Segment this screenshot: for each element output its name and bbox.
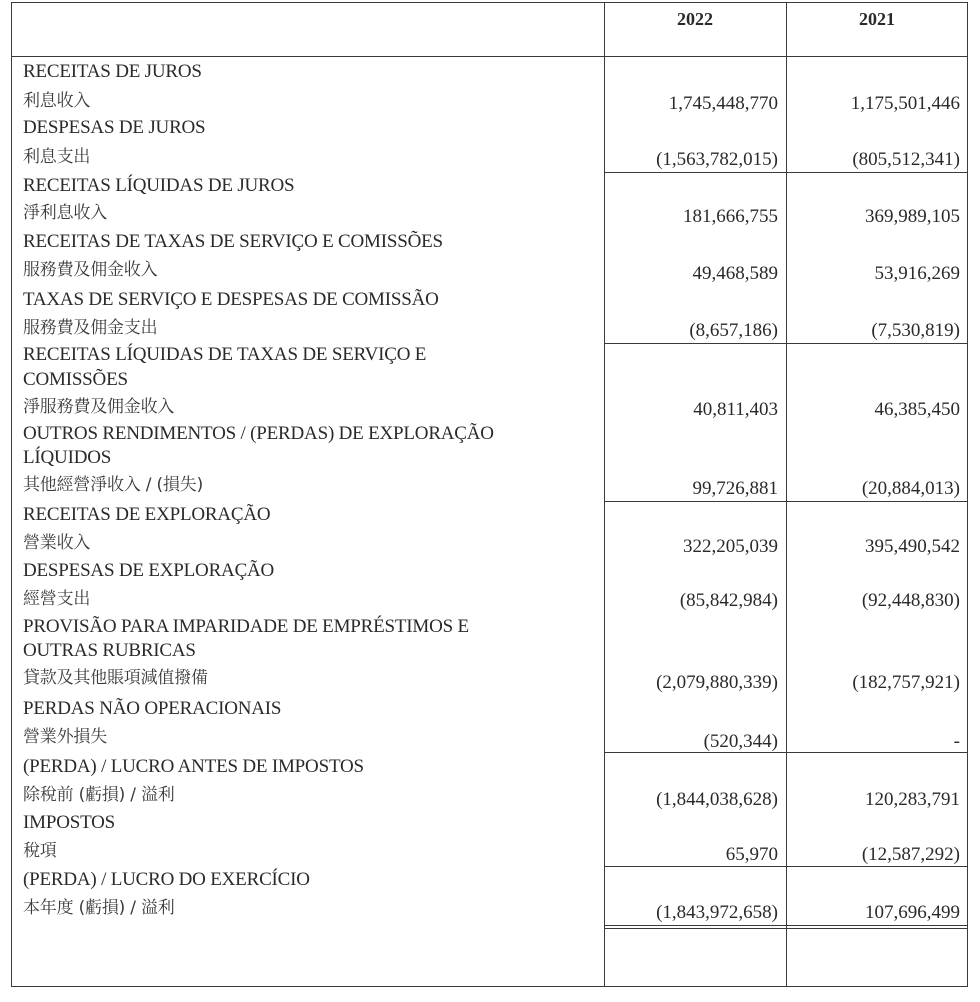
row-label-pt: RECEITAS LÍQUIDAS DE JUROS	[23, 175, 295, 196]
row-label-zh: 除稅前 (虧損) / 溢利	[23, 785, 175, 805]
row-label-pt: IMPOSTOS	[23, 812, 116, 833]
row-label-pt: RECEITAS LÍQUIDAS DE TAXAS DE SERVIÇO E	[23, 344, 427, 365]
row-label-zh: 利息收入	[23, 91, 91, 111]
header-year-2021: 2021	[859, 9, 895, 29]
row-label-pt: PROVISÃO PARA IMPARIDADE DE EMPRÉSTIMOS E	[23, 616, 469, 637]
row-label-pt-continued: COMISSÕES	[23, 369, 128, 390]
row-value-2021: 46,385,450	[874, 399, 960, 420]
row-value-2021: (805,512,341)	[852, 149, 960, 170]
row-label-pt: RECEITAS DE EXPLORAÇÃO	[23, 504, 271, 525]
subtotal-rule	[604, 343, 968, 344]
row-label-zh: 淨服務費及佣金收入	[23, 397, 175, 417]
row-label-pt: RECEITAS DE JUROS	[23, 61, 202, 82]
row-label-zh: 稅項	[23, 841, 57, 861]
row-label-pt: (PERDA) / LUCRO DO EXERCÍCIO	[23, 869, 310, 890]
row-label-zh: 營業外損失	[23, 727, 107, 747]
row-value-2021: 1,175,501,446	[850, 93, 960, 114]
row-value-2022: 40,811,403	[693, 399, 778, 420]
row-value-2021: (20,884,013)	[861, 478, 960, 499]
total-double-rule	[604, 925, 968, 929]
row-value-2021: (12,587,292)	[861, 844, 960, 865]
row-value-2022: 1,745,448,770	[668, 93, 778, 114]
row-value-2022: (1,843,972,658)	[656, 902, 778, 923]
row-label-zh: 淨利息收入	[23, 203, 107, 223]
row-value-2021: (182,757,921)	[852, 672, 960, 693]
row-label-zh: 營業收入	[23, 533, 91, 553]
row-label-pt-continued: LÍQUIDOS	[23, 447, 112, 468]
row-label-zh: 利息支出	[23, 147, 91, 167]
subtotal-rule	[604, 172, 968, 173]
row-label-zh: 服務費及佣金收入	[23, 260, 158, 280]
row-value-2021: -	[953, 731, 960, 752]
row-value-2022: (8,657,186)	[689, 320, 778, 341]
row-value-2022: (85,842,984)	[679, 590, 778, 611]
row-label-zh: 經營支出	[23, 589, 91, 609]
row-label-zh: 本年度 (虧損) / 溢利	[23, 898, 175, 918]
row-label-pt: DESPESAS DE EXPLORAÇÃO	[23, 560, 275, 581]
row-value-2022: 99,726,881	[692, 478, 778, 499]
row-value-2021: 53,916,269	[874, 263, 960, 284]
row-value-2022: 322,205,039	[683, 536, 778, 557]
row-value-2021: 107,696,499	[865, 902, 960, 923]
header-rule	[11, 56, 968, 57]
subtotal-rule	[604, 752, 968, 753]
row-value-2022: (1,844,038,628)	[656, 789, 778, 810]
row-value-2022: 49,468,589	[692, 263, 778, 284]
row-value-2022: (2,079,880,339)	[656, 672, 778, 693]
subtotal-rule	[604, 866, 968, 867]
subtotal-rule	[604, 501, 968, 502]
row-label-pt: (PERDA) / LUCRO ANTES DE IMPOSTOS	[23, 756, 364, 777]
row-value-2021: 369,989,105	[865, 206, 960, 227]
row-value-2021: (7,530,819)	[871, 320, 960, 341]
row-label-zh: 貸款及其他賬項減值撥備	[23, 668, 208, 688]
row-value-2021: 120,283,791	[865, 789, 960, 810]
row-label-pt: DESPESAS DE JUROS	[23, 117, 206, 138]
row-value-2022: (1,563,782,015)	[656, 149, 778, 170]
row-label-pt: OUTROS RENDIMENTOS / (PERDAS) DE EXPLORAÇÃO	[23, 423, 494, 444]
row-value-2021: (92,448,830)	[861, 590, 960, 611]
header-year-2022: 2022	[677, 9, 713, 29]
row-value-2021: 395,490,542	[865, 536, 960, 557]
row-value-2022: 65,970	[725, 844, 778, 865]
row-label-pt-continued: OUTRAS RUBRICAS	[23, 640, 196, 661]
row-label-zh: 其他經營淨收入 / (損失)	[23, 475, 203, 495]
row-value-2022: (520,344)	[703, 731, 778, 752]
row-label-pt: TAXAS DE SERVIÇO E DESPESAS DE COMISSÃO	[23, 289, 439, 310]
row-value-2022: 181,666,755	[683, 206, 778, 227]
row-label-pt: RECEITAS DE TAXAS DE SERVIÇO E COMISSÕES	[23, 231, 443, 252]
row-label-pt: PERDAS NÃO OPERACIONAIS	[23, 698, 282, 719]
row-label-zh: 服務費及佣金支出	[23, 318, 158, 338]
